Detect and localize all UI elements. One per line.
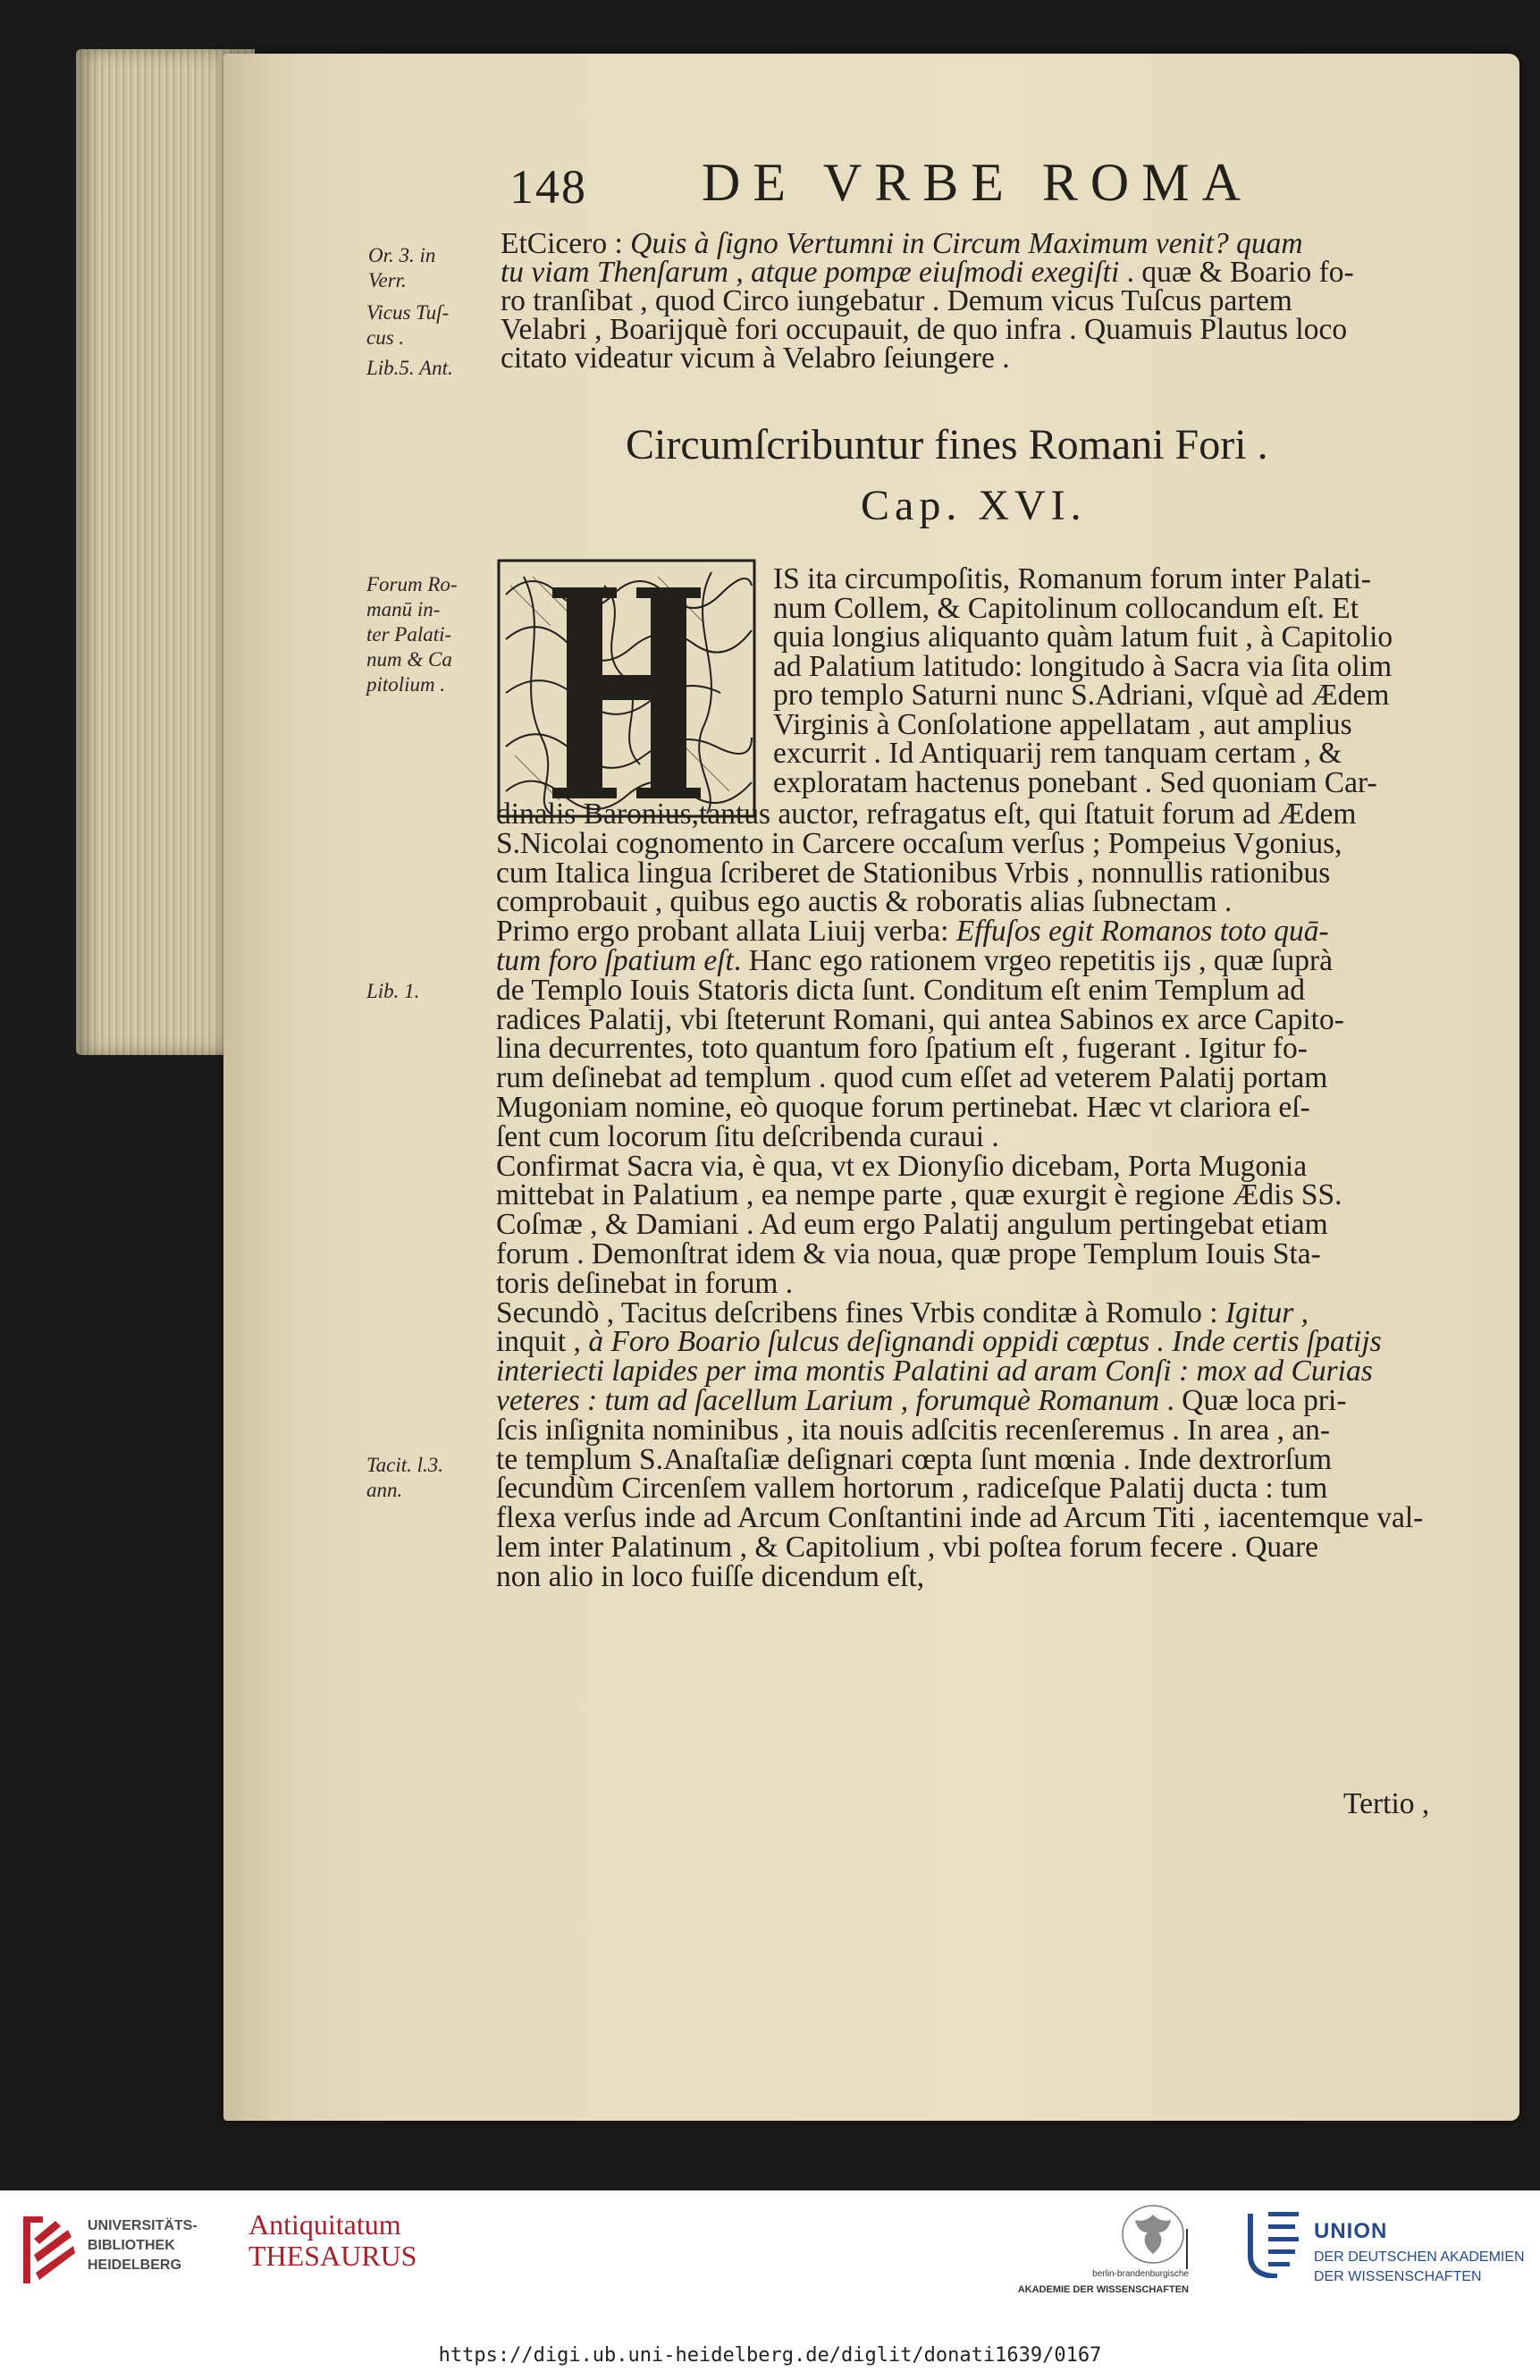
bbaw-name-line-2[interactable]: AKADEMIE DER WISSENSCHAFTEN [1017, 2284, 1189, 2295]
roman-text: comprobauit , quibus ego auctis & roboratis alias ſubnectam . [496, 885, 1233, 919]
catchword: Tertio , [1343, 1787, 1430, 1820]
margin-note-line: Or. 3. in [368, 244, 436, 266]
text-line [496, 1033, 1308, 1065]
text-line [496, 1004, 1344, 1036]
italic-text: veteres : tum ad ſacellum Larium , forumquè Romanum [496, 1384, 1160, 1417]
roman-text: dinalis Baronius,tantus auctor, refragatus eſt, qui ſtatuit forum ad Ædem [496, 798, 1357, 831]
roman-text: toris deſinebat in forum . [496, 1266, 794, 1300]
roman-text: radices Palatij, vbi ſteterunt Romani, qui antea Sabinos ex arce Capito- [496, 1002, 1344, 1036]
roman-text: de Templo Iouis Statoris dicta ſunt. Conditum eſt enim Templum ad [496, 973, 1305, 1007]
chapter-title: Circumſcribuntur fines Romani Fori . [626, 421, 1268, 468]
source-url-link[interactable]: https://digi.ub.uni-heidelberg.de/diglit/donati1639/0167 [438, 2344, 1102, 2367]
roman-text: IS ita circumpoſitis, Romanum forum inter Palati- [773, 562, 1371, 595]
thesaurus-title-line-1[interactable]: Antiquitatum [248, 2208, 401, 2241]
bbaw-name-line-1[interactable]: berlin-brandenburgische [1092, 2269, 1189, 2279]
italic-text: à Foro Boario ſulcus deſignandi oppidi cœptus . Inde certis ſpatijs [588, 1325, 1382, 1359]
page-number: 148 [509, 160, 587, 214]
roman-text: ad Palatium latitudo: longitudo à Sacra via ſita olim [773, 649, 1393, 683]
margin-note-lib1 [366, 979, 419, 1004]
roman-text: exploratam hactenus ponebant . Sed quoniam Car- [773, 765, 1377, 799]
text-line [496, 1355, 1373, 1388]
margin-note-line: cus . [366, 326, 405, 349]
italic-text: Igitur , [1224, 1295, 1309, 1329]
roman-text: te templum S.Anaſtaſiæ deſignari cœpta ſunt mœnia . Inde dextrorſum [496, 1442, 1333, 1476]
margin-note-forum [366, 572, 458, 697]
chapter-number: Cap. XVI. [861, 482, 1087, 529]
roman-text: quia longius aliquanto quàm latum fuit , à Capitolio [773, 620, 1393, 654]
text-line [496, 1209, 1328, 1241]
text-line [496, 1414, 1330, 1447]
text-line [773, 767, 1377, 799]
roman-text: flexa verſus inde ad Arcum Conſtantini inde ad Arcum Titi , iacentemque val- [496, 1501, 1424, 1535]
margin-note-tacit [366, 1453, 443, 1503]
roman-text: excurrit . Id Antiquarij rem tanquam certam , & [773, 737, 1342, 770]
text-line [496, 1561, 924, 1593]
margin-note-line: Lib. 1. [366, 980, 420, 1002]
running-title: DE VRBE ROMA [702, 153, 1253, 212]
roman-text: ſent cum locorum ſitu deſcribenda curaui . [496, 1119, 999, 1153]
text-line [496, 857, 1330, 890]
union-title[interactable]: UNION [1314, 2219, 1388, 2243]
margin-note-line: Tacit. l.3. [366, 1454, 444, 1476]
roman-text: Velabri , Boarijquè fori occupauit, de quo infra . Quamuis Plautus loco [501, 313, 1348, 346]
text-line [496, 945, 1333, 977]
text-line [501, 342, 1010, 375]
text-line [496, 1385, 1347, 1417]
roman-text: Mugoniam nomine, eò quoque forum pertinebat. Hæc vt clariora eſ- [496, 1091, 1310, 1124]
roman-text: EtCicero : [501, 227, 631, 260]
italic-text: interiecti lapides per ima montis Palatini ad aram Conſi : mox ad Curias [496, 1355, 1373, 1388]
roman-text: S.Nicolai cognomento in Carcere occaſum verſus ; Pompeius Vgonius, [496, 826, 1342, 860]
text-line [496, 1532, 1318, 1564]
roman-text: ro tranſibat , quod Circo iungebatur . Demum vicus Tuſcus partem [501, 284, 1292, 317]
union-subtitle-line-2[interactable]: DER WISSENSCHAFTEN [1314, 2269, 1482, 2284]
heidelberg-university-logo-icon[interactable] [16, 2212, 79, 2292]
text-line [496, 1268, 793, 1300]
margin-note-line: manū in- [366, 598, 441, 620]
margin-note-or3 [368, 243, 435, 293]
roman-text: . Quæ loca pri- [1159, 1384, 1347, 1417]
text-line [496, 1092, 1310, 1124]
text-line [496, 1326, 1382, 1358]
text-line [496, 1473, 1327, 1505]
roman-text: mittebat in Palatium , ea nempe parte , quæ exurgit è regione Ædis SS. [496, 1178, 1342, 1212]
margin-note-lib5 [366, 356, 453, 381]
roman-text: Confirmat Sacra via, è qua, vt ex Dionyſio dicebam, Porta Mugonia [496, 1149, 1308, 1183]
roman-text: Coſmæ , & Damiani . Ad eum ergo Palatij angulum pertingebat etiam [496, 1208, 1328, 1242]
roman-text: inquit , [496, 1325, 589, 1359]
roman-text: Secundò , Tacitus deſcribens fines Vrbis conditæ à Romulo : [496, 1295, 1225, 1329]
roman-text: ſcis inſignita nominibus , ita nouis adſcitis recenſeremus . In area , an- [496, 1413, 1331, 1447]
text-line [496, 1121, 999, 1153]
roman-text: num Collem, & Capitolinum collocandum eſt. Et [773, 591, 1359, 625]
margin-note-line: Lib.5. Ant. [366, 357, 453, 379]
roman-text: cum Italica lingua ſcriberet de Stationibus Vrbis , nonnullis rationibus [496, 856, 1331, 890]
italic-text: Quis à ſigno Vertumni in Circum Maximum venit? quam [630, 227, 1303, 260]
decorated-initial-h [497, 559, 756, 818]
text-line [496, 1444, 1332, 1476]
thesaurus-title-line-2[interactable]: THESAURUS [248, 2240, 417, 2272]
text-line [496, 1297, 1309, 1329]
bbaw-eagle-logo-icon[interactable] [1115, 2202, 1196, 2269]
roman-text: pro templo Saturni nunc S.Adriani, vſquè ad Ædem [773, 679, 1390, 712]
roman-text: citato videatur vicum à Velabro ſeiungere . [501, 342, 1010, 375]
text-line [496, 828, 1342, 860]
text-line [496, 1062, 1327, 1094]
text-line [496, 1502, 1423, 1534]
italic-text: Effuſos egit Romanos toto quā- [955, 915, 1329, 949]
roman-text: Primo ergo probant allata Liuij verba: [496, 915, 956, 949]
text-line [496, 916, 1329, 948]
margin-note-vicus [366, 300, 449, 350]
roman-text: lem inter Palatinum , & Capitolium , vbi poſtea forum fecere . Quare [496, 1531, 1319, 1564]
union-academies-logo-icon[interactable] [1245, 2207, 1308, 2278]
heidelberg-name-line[interactable]: HEIDELBERG [88, 2258, 181, 2273]
roman-text: non alio in loco fuiſſe dicendum eſt, [496, 1559, 925, 1593]
italic-text: tu viam Thenſarum , atque pompæ eiuſmodi exegiſti [501, 256, 1120, 289]
margin-note-line: Verr. [368, 269, 407, 291]
margin-note-line: num & Ca [366, 648, 452, 671]
text-line [496, 975, 1305, 1007]
roman-text: lina decurrentes, toto quantum foro ſpatium eſt , fugerant . Igitur fo- [496, 1032, 1308, 1066]
heidelberg-name-line[interactable]: BIBLIOTHEK [88, 2238, 175, 2253]
margin-note-line: pitolium . [366, 673, 446, 696]
margin-note-line: ter Palati- [366, 623, 452, 646]
italic-text: tum foro ſpatium eſt [496, 944, 734, 977]
roman-text: ſecundùm Circenſem vallem hortorum , radiceſque Palatij ducta : tum [496, 1472, 1328, 1506]
margin-note-line: Forum Ro- [366, 573, 458, 595]
text-line [496, 1179, 1342, 1211]
text-line [496, 1151, 1307, 1183]
margin-note-line: ann. [366, 1479, 403, 1501]
roman-text: Virginis à Conſolatione appellatam , aut amplius [773, 707, 1352, 741]
text-line [496, 886, 1232, 918]
roman-text: . Hanc ego rationem vrgeo repetitis ijs , quæ ſuprà [733, 944, 1333, 977]
text-line [496, 798, 1357, 831]
running-head [509, 152, 1332, 224]
roman-text: rum deſinebat ad templum . quod cum eſſet ad veterem Palatij portam [496, 1061, 1328, 1095]
margin-note-line: Vicus Tuſ- [366, 301, 450, 324]
roman-text: forum . Demonſtrat idem & via noua, quæ prope Templum Iouis Sta- [496, 1237, 1321, 1270]
union-subtitle-line-1[interactable]: DER DEUTSCHEN AKADEMIEN [1314, 2249, 1525, 2265]
heidelberg-name-line[interactable]: UNIVERSITÄTS- [88, 2218, 198, 2233]
roman-text: . quæ & Boario fo- [1119, 256, 1354, 289]
text-line [496, 1238, 1321, 1270]
